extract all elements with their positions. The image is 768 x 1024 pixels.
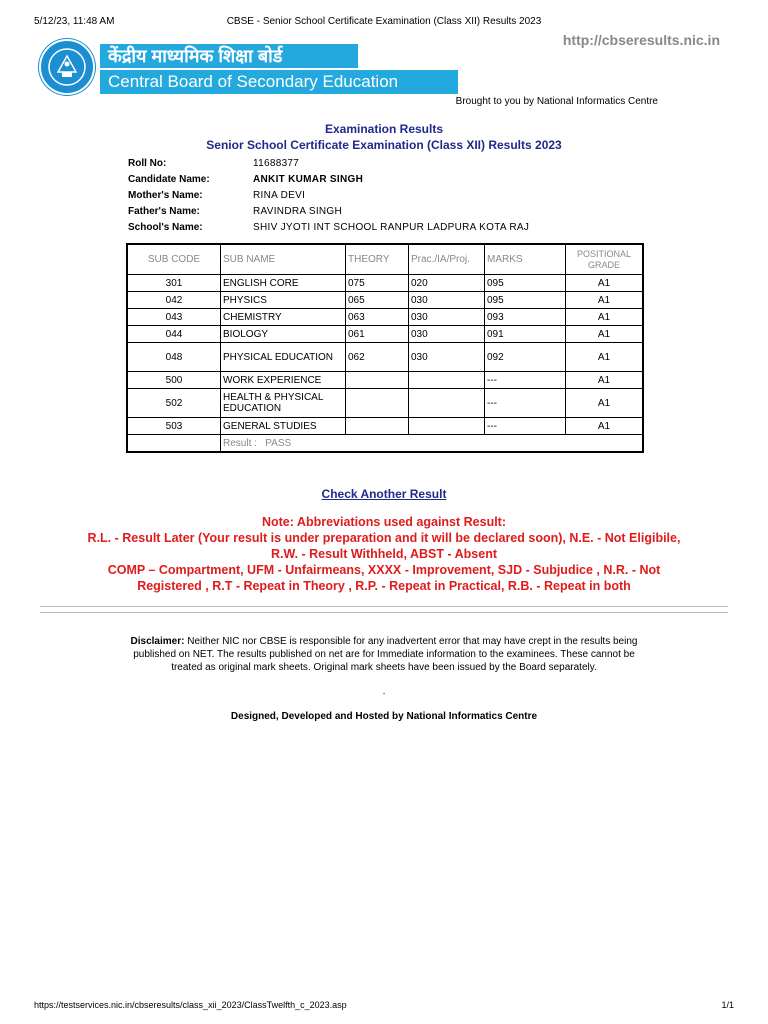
print-datetime: 5/12/23, 11:48 AM — [34, 16, 115, 27]
marks: 093 — [485, 309, 566, 326]
header-grade — [566, 244, 644, 275]
disclaimer-label: Disclaimer: — [130, 636, 185, 647]
header-marks: MARKS — [485, 244, 566, 275]
sub-name: HEALTH & PHYSICAL EDUCATION — [221, 389, 346, 418]
sub-code: 048 — [127, 343, 221, 372]
sub-code: 301 — [127, 275, 221, 292]
prac: 020 — [409, 275, 485, 292]
result-value: PASS — [265, 437, 292, 449]
theory: 063 — [346, 309, 409, 326]
grade: A1 — [566, 275, 644, 292]
theory — [346, 372, 409, 389]
header-grade-line1: POSITIONAL — [576, 248, 631, 259]
sub-name: CHEMISTRY — [221, 309, 346, 326]
separator-dot: . — [382, 686, 386, 697]
result-label: Result : — [223, 437, 257, 449]
header-prac: Prac./IA/Proj. — [409, 244, 485, 275]
sub-name: BIOLOGY — [221, 326, 346, 343]
mother-name-value: RINA DEVI — [253, 189, 306, 201]
table-row — [127, 309, 643, 326]
divider — [40, 606, 728, 607]
candidate-info — [128, 155, 529, 235]
roll-no-label: Roll No: — [128, 157, 167, 169]
grade: A1 — [566, 343, 644, 372]
theory: 065 — [346, 292, 409, 309]
disclaimer — [120, 635, 648, 674]
table-row — [127, 418, 643, 435]
table-row — [127, 343, 643, 372]
note-line-5: Registered , R.T - Repeat in Theory , R.P. - Repeat in Practical, R.B. - Repeat in both — [137, 579, 631, 593]
theory: 061 — [346, 326, 409, 343]
result-row — [127, 435, 643, 453]
marks: 092 — [485, 343, 566, 372]
header-sub-name: SUB NAME — [221, 244, 346, 275]
mother-name-row — [128, 187, 529, 203]
father-name-row — [128, 203, 529, 219]
candidate-name-row — [128, 171, 529, 187]
result-cell — [221, 435, 644, 453]
marks-table — [126, 243, 644, 453]
table-row — [127, 389, 643, 418]
prac — [409, 418, 485, 435]
note-line-4: COMP – Compartment, UFM - Unfairmeans, XXXX - Improvement, SJD - Subjudice , N.R. - Not — [107, 563, 661, 577]
father-name-value: RAVINDRA SINGH — [253, 205, 343, 217]
prac: 030 — [409, 343, 485, 372]
print-title: CBSE - Senior School Certificate Examination (Class XII) Results 2023 — [226, 16, 542, 27]
marks: 095 — [485, 275, 566, 292]
designed-by: Designed, Developed and Hosted by National Informatics Centre — [230, 711, 538, 722]
marks-header-row — [127, 244, 643, 275]
roll-no-value: 11688377 — [253, 157, 300, 169]
board-title-english: Central Board of Secondary Education — [100, 70, 458, 94]
marks: --- — [485, 389, 566, 418]
grade: A1 — [566, 389, 644, 418]
sub-name: PHYSICS — [221, 292, 346, 309]
check-another-result-link[interactable]: Check Another Result — [321, 487, 447, 501]
site-url[interactable]: http://cbseresults.nic.in — [562, 32, 720, 48]
grade: A1 — [566, 326, 644, 343]
header-sub-code: SUB CODE — [127, 244, 221, 275]
marks: --- — [485, 418, 566, 435]
roll-no-row — [128, 155, 529, 171]
marks: --- — [485, 372, 566, 389]
grade: A1 — [566, 292, 644, 309]
sub-code: 500 — [127, 372, 221, 389]
sub-name: PHYSICAL EDUCATION — [221, 343, 346, 372]
school-name-label: School's Name: — [128, 221, 203, 233]
divider — [40, 612, 728, 613]
school-name-value: SHIV JYOTI INT SCHOOL RANPUR LADPURA KOTA RAJ — [253, 221, 530, 233]
school-name-row — [128, 219, 529, 235]
grade: A1 — [566, 418, 644, 435]
page-subheading: Senior School Certificate Examination (Class XII) Results 2023 — [206, 138, 562, 152]
header-grade-line2: GRADE — [587, 259, 620, 270]
cbse-emblem-icon — [38, 38, 96, 96]
result-empty-cell — [127, 435, 221, 453]
prac — [409, 389, 485, 418]
sub-code: 044 — [127, 326, 221, 343]
sub-name: ENGLISH CORE — [221, 275, 346, 292]
prac: 030 — [409, 292, 485, 309]
sub-name: GENERAL STUDIES — [221, 418, 346, 435]
grade: A1 — [566, 372, 644, 389]
brought-by: Brought to you by National Informatics Centre — [455, 96, 658, 107]
note-line-1: Note: Abbreviations used against Result: — [261, 515, 507, 529]
theory: 062 — [346, 343, 409, 372]
table-row — [127, 275, 643, 292]
header-theory: THEORY — [346, 244, 409, 275]
page-heading: Examination Results — [324, 122, 444, 136]
disclaimer-text: Neither NIC nor CBSE is responsible for any inadvertent error that may have crept in the results being published on NET. The results published on net are for Immediate information to the examinees. These cannot be treated as original mark sheets. Original mark sheets have been issued by the Board separately. — [133, 636, 638, 673]
prac: 030 — [409, 326, 485, 343]
father-name-label: Father's Name: — [128, 205, 200, 217]
table-row — [127, 372, 643, 389]
sub-name: WORK EXPERIENCE — [221, 372, 346, 389]
sub-code: 503 — [127, 418, 221, 435]
print-page-number: 1/1 — [721, 1000, 734, 1010]
theory — [346, 389, 409, 418]
sub-code: 042 — [127, 292, 221, 309]
table-row — [127, 326, 643, 343]
print-url: https://testservices.nic.in/cbseresults/class_xii_2023/ClassTwelfth_c_2023.asp — [34, 1000, 347, 1010]
candidate-name-value: ANKIT KUMAR SINGH — [253, 173, 364, 185]
marks: 095 — [485, 292, 566, 309]
marks: 091 — [485, 326, 566, 343]
mother-name-label: Mother's Name: — [128, 189, 203, 201]
prac — [409, 372, 485, 389]
prac: 030 — [409, 309, 485, 326]
theory: 075 — [346, 275, 409, 292]
theory — [346, 418, 409, 435]
candidate-name-label: Candidate Name: — [128, 173, 210, 185]
grade: A1 — [566, 309, 644, 326]
sub-code: 043 — [127, 309, 221, 326]
board-title-hindi: केंद्रीय माध्यमिक शिक्षा बोर्ड — [100, 44, 358, 68]
sub-code: 502 — [127, 389, 221, 418]
note-line-3: R.W. - Result Withheld, ABST - Absent — [270, 547, 498, 561]
abbreviation-note — [40, 514, 728, 594]
note-line-2: R.L. - Result Later (Your result is under preparation and it will be declared soon), N.E. - Not Eligibile, — [87, 531, 681, 545]
table-row — [127, 292, 643, 309]
